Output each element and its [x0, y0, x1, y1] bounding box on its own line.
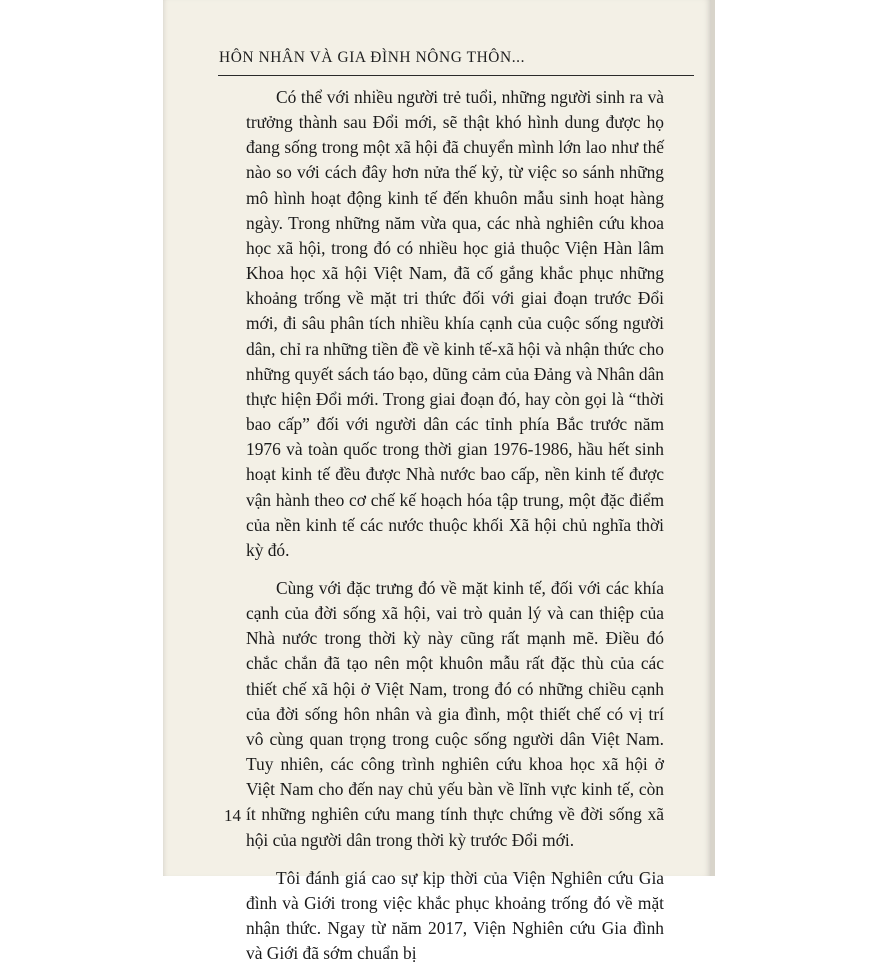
header-rule — [218, 75, 694, 76]
paragraph-2: Cùng với đặc trưng đó về mặt kinh tế, đối với các khía cạnh của đời sống xã hội, vai trò quản lý và can thiệp của Nhà nước trong thời kỳ này cũng rất mạnh mẽ. Điều đó chắc chắn đã tạo nên một khuôn mẫu rất đặc thù của các thiết chế xã hội ở Việt Nam, trong đó có những chiều cạnh của đời sống hôn nhân và gia đình, một thiết chế có vị trí vô cùng quan trọng trong cuộc sống người dân Việt Nam. Tuy nhiên, các công trình nghiên cứu khoa học xã hội ở Việt Nam cho đến nay chủ yếu bàn về lĩnh vực kinh tế, còn ít những nghiên cứu mang tính thực chứng về đời sống xã hội của người dân trong thời kỳ trước Đổi mới. — [246, 577, 664, 850]
paragraph-3: Tôi đánh giá cao sự kịp thời của Viện Nghiên cứu Gia đình và Giới trong việc khắc phục khoảng trống đó về mặt nhận thức. Ngay từ năm 2017, Viện Nghiên cứu Gia đình và Giới đã sớm chuẩn bị — [246, 867, 664, 964]
paragraph-1: Có thể với nhiều người trẻ tuổi, những người sinh ra và trưởng thành sau Đổi mới, sẽ thật khó hình dung được họ đang sống trong một xã hội đã chuyển mình lớn lao như thế nào so với cách đây hơn nửa thế kỷ, từ việc so sánh những mô hình hoạt động kinh tế đến khuôn mẫu sinh hoạt hàng ngày. Trong những năm vừa qua, các nhà nghiên cứu khoa học xã hội, trong đó có nhiều học giả thuộc Viện Hàn lâm Khoa học xã hội Việt Nam, đã cố gắng khắc phục những khoảng trống về mặt tri thức đối với giai đoạn trước Đổi mới, đi sâu phân tích nhiều khía cạnh của cuộc sống người dân, chỉ ra những tiền đề về kinh tế-xã hội và nhận thức cho những quyết sách táo bạo, dũng cảm của Đảng và Nhân dân thực hiện Đổi mới. Trong giai đoạn đó, hay còn gọi là “thời bao cấp” đối với người dân các tỉnh phía Bắc trước năm 1976 và toàn quốc trong thời gian 1976-1986, hầu hết sinh hoạt kinh tế đều được Nhà nước bao cấp, nền kinh tế được vận hành theo cơ chế kế hoạch hóa tập trung, một đặc điểm của nền kinh tế các nước thuộc khối Xã hội chủ nghĩa thời kỳ đó. — [246, 87, 664, 560]
body-text — [246, 85, 664, 966]
page-number: 14 — [224, 806, 241, 825]
running-head: HÔN NHÂN VÀ GIA ĐÌNH NÔNG THÔN... — [219, 49, 526, 66]
page-edge — [711, 0, 715, 876]
book-page — [163, 0, 711, 964]
